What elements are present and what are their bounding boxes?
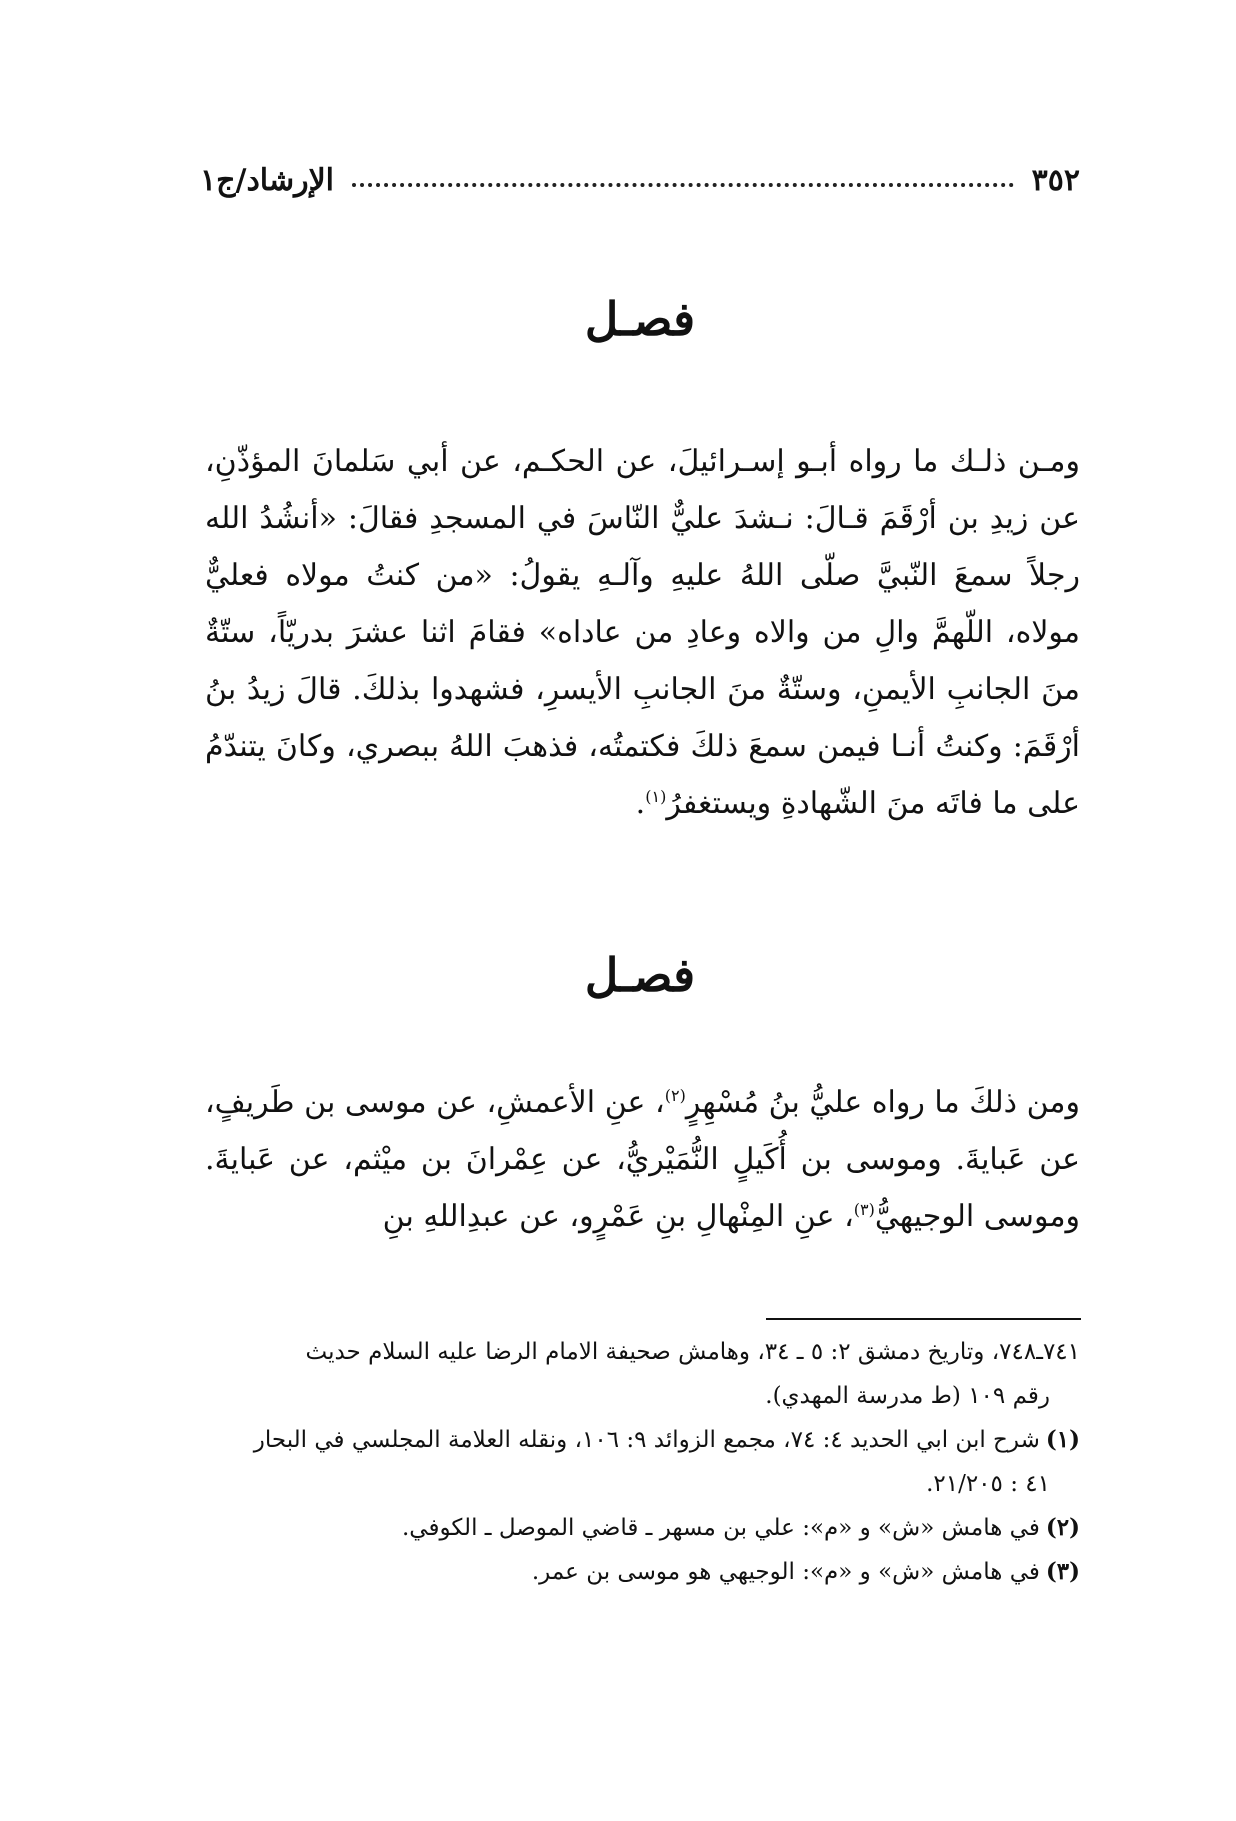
footnote-continued (200, 1330, 1080, 1374)
section-2-text-c: ، عنِ المِنْهالِ بنِ عَمْرٍو، عن عبدِاللهِ بنِ (382, 1199, 854, 1234)
footnote-3 (200, 1550, 1080, 1594)
footnote-ref-2: (٢) (664, 1086, 686, 1105)
footnote-3-number: (٣) (1045, 1558, 1080, 1585)
section-1-paragraph (205, 433, 1080, 832)
section-1-ending: . (635, 786, 646, 821)
running-header (200, 155, 1080, 205)
footnote-1-line2 (200, 1462, 1080, 1506)
section-heading-2: فصـل (584, 948, 696, 1002)
footnote-3-text: في هامش «ش» و «م»: الوجيهي هو موسى بن عمر. (531, 1559, 1040, 1585)
footnote-continued-text: ٧٤١ـ٧٤٨، وتاريخ دمشق ٢: ٥ ـ ٣٤، وهامش صحيفة الامام الرضا عليه السلام حديث (305, 1339, 1080, 1365)
footnotes (200, 1330, 1080, 1594)
section-2-paragraph (205, 1074, 1080, 1245)
footnote-2-text: في هامش «ش» و «م»: علي بن مسهر ـ قاضي الموصل ـ الكوفي. (402, 1515, 1040, 1541)
footnote-ref-1: (١) (645, 787, 667, 806)
footnote-continued-text-2: رقم ١٠٩ (ط مدرسة المهدي). (765, 1383, 1050, 1409)
section-heading-1: فصـل (584, 292, 696, 346)
section-1-text: ومـن ذلـك ما رواه أبـو إسـرائيلَ، عن الحكـم، عن أبي سَلمانَ المؤذّنِ، عن زيدِ بن أرْقَمَ قـالَ: نـشدَ عليٌّ النّاسَ في المسجدِ فقالَ: «أنشُدُ الله رجلاً سمعَ النّبيَّ صلّى اللهُ عليهِ وآلـهِ يقولُ: «من كنتُ مولاه فعليٌّ مولاه، اللّهمَّ والِ من والاه وعادِ من عاداه» فقامَ اثنا عشرَ بدريّاً، ستّةٌ منَ الجانبِ الأيمنِ، وستّةٌ منَ الجانبِ الأيسرِ، فشهدوا بذلكَ. قالَ زيدُ بنُ أرْقَمَ: وكنتُ أنـا فيمن سمعَ ذلكَ فكتمتُه، فذهبَ اللهُ ببصري، وكانَ يتندّمُ على ما فاتَه منَ الشّهادةِ ويستغفرُ (205, 444, 1080, 821)
footnote-2 (200, 1506, 1080, 1550)
footnote-ref-3: (٣) (853, 1200, 875, 1219)
footnote-1-text: شرح ابن ابي الحديد ٤: ٧٤، مجمع الزوائد ٩: ١٠٦، ونقله العلامة المجلسي في البحار (253, 1427, 1040, 1453)
footnote-1-number: (١) (1045, 1426, 1080, 1453)
section-2-text-b: ، عنِ الأعمشِ، عن موسى بن طَريفٍ، عن عَبايةَ. وموسى بن أُكَيلٍ النُّمَيْريُّ، عن عِمْرانَ بن ميْثم، عن عَبايةَ. وموسى الوجيهيُّ (205, 1085, 1080, 1234)
footnote-continued-line2 (200, 1374, 1080, 1418)
section-2-text-a: ومن ذلكَ ما رواه عليُّ بنُ مُسْهِرٍ (685, 1085, 1080, 1120)
header-dot-leader (352, 169, 1014, 187)
footnote-2-number: (٢) (1045, 1514, 1080, 1541)
page-number: ٣٥٢ (1031, 162, 1080, 198)
footnote-1-continuation: ٤١ : ٢١/٢٠٥. (926, 1471, 1050, 1497)
footnote-1 (200, 1418, 1080, 1462)
footnote-separator (766, 1318, 1081, 1320)
book-title: الإرشاد/ج١ (200, 162, 335, 198)
